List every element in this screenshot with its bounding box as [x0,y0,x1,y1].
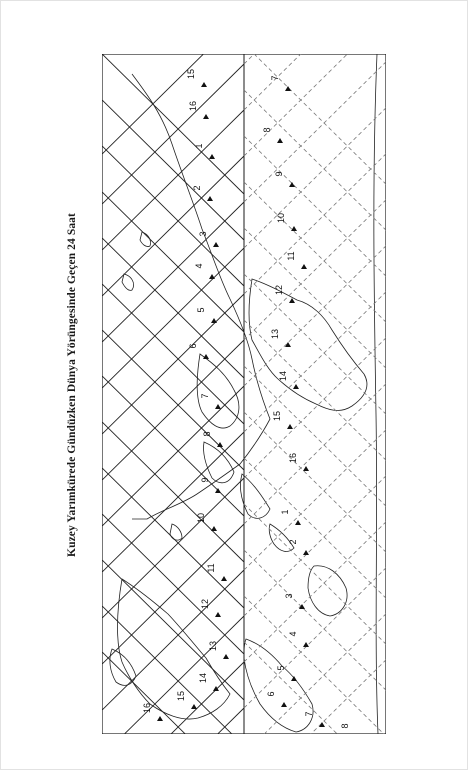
night-orbit-label-6-text: 12 [274,284,284,296]
day-orbit-top-label-15-text: 15 [186,68,196,80]
map-caption: Kuzey Yarımkürede Gündüzken Dünya Yörüngesinde Geçen 24 Saat [66,213,78,557]
day-orbit-label-15-text: 15 [176,690,186,702]
night-orbit-label-4-text: 10 [276,212,286,224]
night-orbit-label-16-text: 6 [266,691,276,697]
night-orbit-label-9-text: 15 [272,410,282,422]
night-orbit-label-2-text: 8 [262,127,272,133]
day-orbit-label-11-text: 11 [206,563,216,573]
day-orbit-top-label-16-text: 16 [188,100,198,112]
day-orbit-label-2-text: 2 [192,185,202,191]
night-orbit-label-5-text: 11 [286,251,296,261]
night-orbit-label-8-text: 14 [278,370,288,382]
day-orbit-label-6-text: 6 [188,343,198,349]
night-orbit-label-3-text: 9 [274,171,284,177]
day-orbit-label-14-text: 14 [198,672,208,684]
day-orbit-label-12-text: 12 [200,598,210,610]
day-orbit-label-4-text: 4 [194,263,204,269]
night-orbit-label-13-text: 3 [284,593,294,599]
world-map-orbit-tracks [102,54,386,734]
day-orbit-label-9-text: 9 [200,477,210,483]
night-orbit-label-15-text: 5 [276,665,286,671]
night-orbit-label-17-text: 7 [304,711,314,717]
night-orbit-label-12-text: 2 [288,539,298,545]
night-orbit-label-10-text: 16 [288,452,298,464]
day-orbit-label-7-text: 7 [200,393,210,399]
day-orbit-label-5-text: 5 [196,307,206,313]
day-orbit-label-8-text: 8 [202,431,212,437]
night-orbit-label-7-text: 13 [270,328,280,340]
day-orbit-label-1-text: 1 [194,143,204,149]
night-orbit-label-14-text: 4 [288,631,298,637]
day-orbit-label-3-text: 3 [198,231,208,237]
night-orbit-label-11-text: 1 [280,509,290,515]
day-orbit-label-10-text: 10 [196,512,206,524]
night-orbit-label-18-text: 8 [340,723,350,729]
night-orbit-label-1-text: 7 [270,75,280,81]
caption-area [58,40,86,730]
day-orbit-label-13-text: 13 [208,640,218,652]
day-orbit-label-16-text: 16 [142,702,152,714]
